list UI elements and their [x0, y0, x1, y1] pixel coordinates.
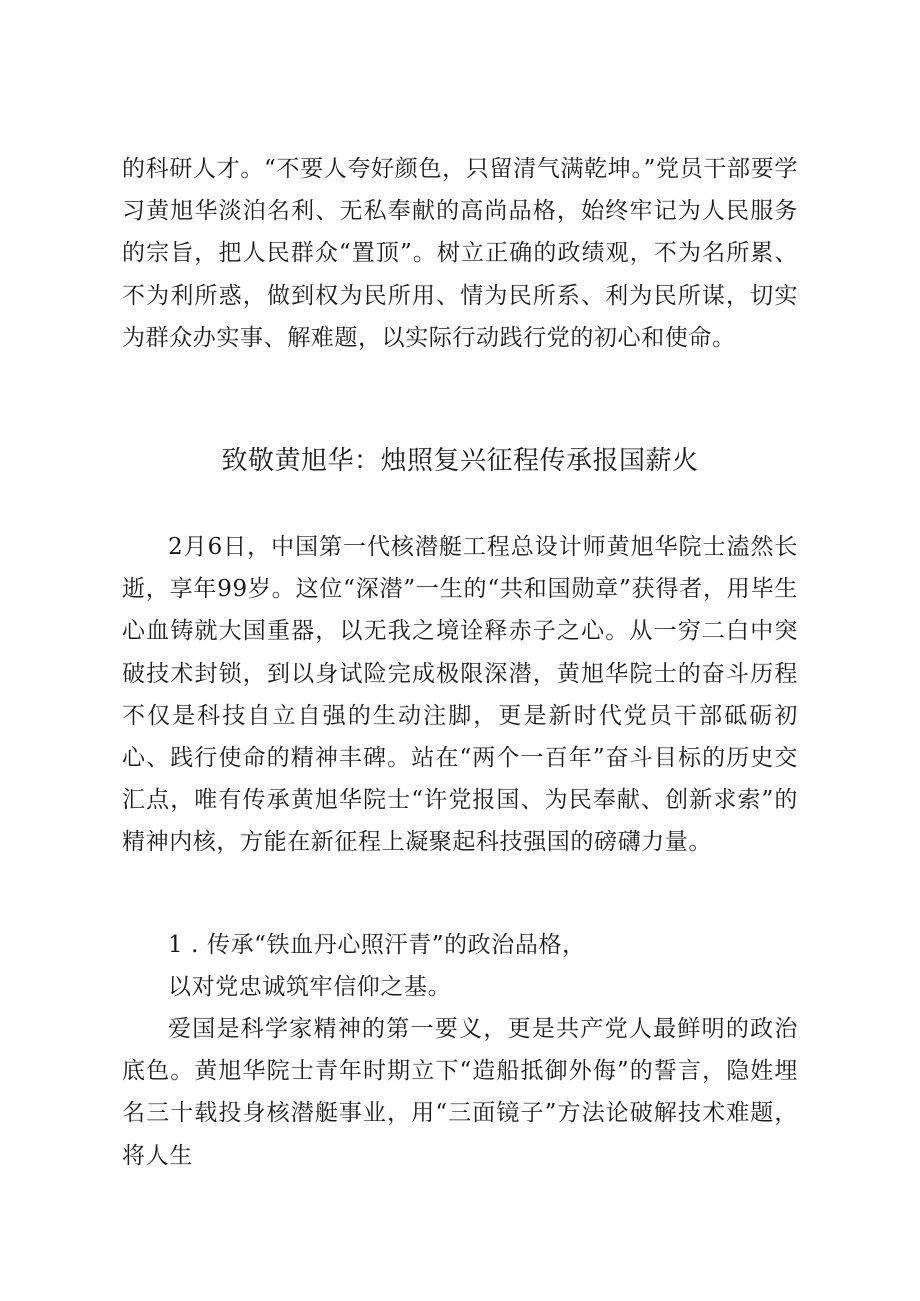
section-heading-line-1: 1 . 传承“铁血丹心照汗青”的政治品格， [168, 932, 586, 958]
section-heading-line-2: 以对党忠诚筑牢信仰之基。 [168, 974, 452, 1000]
continuation-paragraph: 的科研人才。“不要人夸好颜色，只留清气满乾坤。”党员干部要学习黄旭华淡泊名利、无私奉献的高尚品格，始终牢记为人民服务的宗旨，把人民群众“置顶”。树立正确的政绩观，不为名所累、不为利所惑，做到权为民所用、情为民所系、利为民所谋，切实为群众办实事、解难题，以实际行动践行党的初心和使命。 [122, 156, 798, 351]
intro-paragraph: 2月6日，中国第一代核潜艇工程总设计师黄旭华院士溘然长逝，享年99岁。这位“深潜”一生的“共和国勋章”获得者，用毕生心血铸就大国重器，以无我之境诠释赤子之心。从一穷二白中突破技术封锁，到以身试险完成极限深潜，黄旭华院士的奋斗历程不仅是科技自立自强的生动注脚，更是新时代党员干部砥砺初心、践行使命的精神丰碑。站在“两个一百年”奋斗目标的历史交汇点，唯有传承黄旭华院士“许党报国、为民奉献、创新求索”的精神内核，方能在新征程上凝聚起科技强国的磅礴力量。 [122, 534, 798, 856]
section-paragraph: 爱国是科学家精神的第一要义，更是共产党人最鲜明的政治底色。黄旭华院士青年时期立下“造船抵御外侮”的誓言，隐姓埋名三十载投身核潜艇事业，用“三面镜子”方法论破解技术难题，将人生 [122, 1016, 798, 1169]
article-title: 致敬黄旭华：烛照复兴征程传承报国薪火 [221, 446, 699, 476]
